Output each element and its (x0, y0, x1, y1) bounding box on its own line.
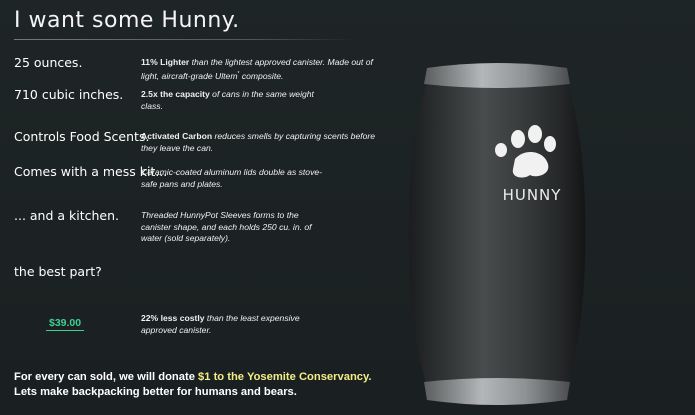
price-value[interactable]: $39.00 (46, 317, 84, 331)
donation-line-2: Lets make backpacking better for humans and bears. (14, 386, 297, 398)
price-desc-text: than the least expensive approved canister. (141, 313, 300, 335)
canister-body (409, 80, 586, 388)
price-container (46, 313, 84, 331)
feature-desc-weight: 11% Lighter than the lightest approved canister. Made out of light, aircraft-grade Ultem* composite. (141, 57, 373, 81)
feature-desc-weight-tail: composite. (239, 70, 284, 81)
feature-desc-weight-bold: 11% Lighter (141, 57, 190, 67)
donation-line-1 (14, 370, 372, 385)
canister-bottom-rim (424, 378, 570, 405)
donation-message (14, 370, 372, 400)
title-divider (14, 39, 354, 40)
feature-label-mess-kit: Comes with a mess kit... (14, 164, 168, 179)
page-title: I want some Hunny. (14, 8, 240, 33)
feature-label-kitchen: ... and a kitchen. (14, 208, 120, 223)
feature-desc-scents (141, 131, 376, 154)
canister-image (394, 58, 600, 410)
feature-label-capacity: 710 cubic inches. (14, 87, 124, 102)
feature-desc-kitchen: Threaded HunnyPot Sleeves forms to the canister shape, and each holds 250 cu. in. of water (sold separately). (141, 210, 312, 243)
feature-desc-weight-text: than the lightest approved canister. Made out of light, aircraft-grade Ultem (141, 57, 373, 81)
price-desc (141, 313, 331, 336)
feature-desc-scents-text: reduces smells by capturing scents before they leave the can. (141, 131, 376, 153)
feature-desc-capacity (141, 89, 321, 112)
feature-desc-scents-bold: Activated Carbon (141, 131, 213, 141)
feature-desc-capacity-text: of cans in the same weight class. (141, 89, 314, 111)
feature-desc-capacity-bold: 2.5x the capacity (141, 89, 210, 99)
feature-label-scents: Controls Food Scents. (14, 129, 150, 144)
donation-text: For every can sold, we will donate (14, 371, 199, 383)
feature-desc-mess-kit: Ceramic-coated aluminum lids double as stove-safe pans and plates. (141, 167, 323, 189)
canister-top-rim (424, 63, 570, 88)
feature-label-weight: 25 ounces. (14, 55, 83, 70)
donation-highlight: $1 to the Yosemite Conservancy. (198, 371, 372, 383)
price-desc-bold: 22% less costly (141, 313, 205, 323)
brand-label: HUNNY (502, 186, 562, 204)
feature-label-best-part: the best part? (14, 264, 102, 279)
